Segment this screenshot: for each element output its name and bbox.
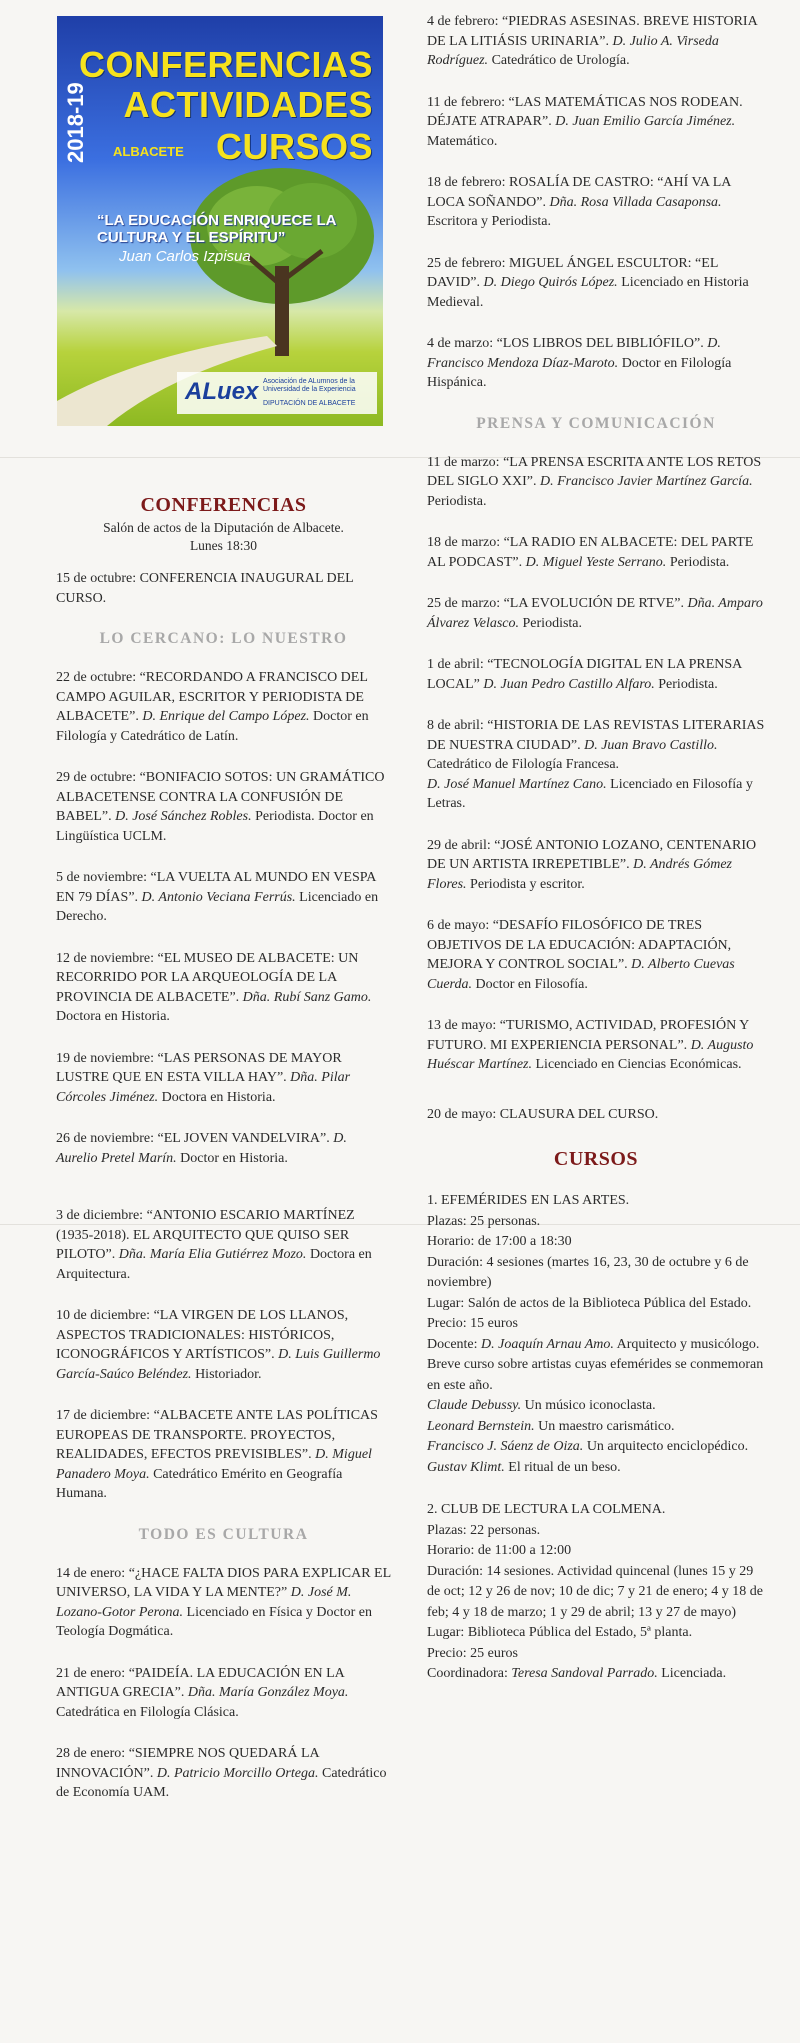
entry-speaker: D. Diego Quirós López.	[483, 275, 618, 290]
entry-speaker: Dña. María González Moya.	[187, 1685, 349, 1700]
entry-speaker-desc: Licenciado en Derecho.	[56, 889, 379, 924]
entry-speaker: D. Alberto Cuevas Cuerda.	[427, 957, 735, 992]
coord-label: Coordinadora:	[427, 1666, 508, 1681]
entry-speaker-desc: Doctor en Filosofía.	[475, 976, 588, 992]
docente-name: D. Joaquín Arnau Amo.	[481, 1336, 614, 1352]
entry-date: 29 de octubre:	[56, 770, 137, 785]
entry-date: 14 de enero:	[56, 1565, 126, 1581]
entry-date: 11 de febrero:	[427, 94, 505, 110]
artist-desc: Un maestro carismático.	[538, 1418, 675, 1434]
artist-name: Leonard Bernstein.	[427, 1418, 535, 1434]
course-duracion: Duración: 14 sesiones. Actividad quincenal (lunes 15 y 29 de oct; 12 y 26 de nov; 10 de dic; 7 y 21 de enero; 4 y 18 de feb; 4 y 18 de marzo; 1 y 29 de abril; 13 y 27 de mayo)	[427, 1563, 763, 1620]
entry-speaker: D. Enrique del Campo López.	[142, 709, 310, 724]
cover-quote-author: Juan Carlos Izpisua	[119, 248, 251, 265]
coord-name: Teresa Sandoval Parrado.	[511, 1666, 658, 1681]
entry-speaker-desc: Catedrático de Urología.	[491, 53, 630, 68]
conference-entry	[56, 949, 391, 1027]
entry-speaker: D. Andrés Gómez Flores.	[427, 857, 732, 892]
docente-label: Docente:	[427, 1336, 478, 1352]
course-description: Breve curso sobre artistas cuyas efemérides se conmemoran en este año.	[427, 1357, 764, 1393]
entry-title: “DESAFÍO FILOSÓFICO DE TRES OBJETIVOS DE LA EDUCACIÓN: ADAPTACIÓN, MEJORA Y CONTROL SOCIAL”.	[427, 918, 732, 972]
section-lo-cercano	[56, 668, 391, 1168]
entry-speaker: Dña. Pilar Córcoles Jiménez.	[56, 1070, 351, 1105]
entry-speaker: D. Francisco Javier Martínez García.	[540, 474, 753, 489]
entry-speaker: D. José Sánchez Robles.	[115, 809, 252, 824]
cover-year: 2018-19	[63, 82, 88, 164]
artist-desc: Un músico iconoclasta.	[524, 1398, 656, 1413]
entry-title: “LA EVOLUCIÓN DE RTVE”.	[503, 596, 684, 611]
entry-date: 18 de marzo:	[427, 535, 501, 550]
entry-date: 4 de marzo:	[427, 336, 494, 351]
coord-desc: Licenciada.	[661, 1666, 727, 1681]
entry-title: “PIEDRAS ASESINAS. BREVE HISTORIA DE LA LITIÁSIS URINARIA”.	[427, 14, 757, 49]
entry-speaker: D. Juan Pedro Castillo Alfaro.	[483, 676, 655, 692]
cover-actividades: ACTIVIDADES	[123, 84, 373, 125]
conference-entry	[427, 836, 765, 895]
section-prensa	[427, 453, 765, 1075]
cover-quote: “LA EDUCACIÓN ENRIQUECE LA CULTURA Y EL ESPÍRITU”	[97, 212, 336, 246]
entry-title: “BONIFACIO SOTOS: UN GRAMÁTICO ALBACETENSE CONTRA LA CONFUSIÓN DE BABEL”.	[56, 770, 385, 824]
entry-speaker-desc: Licenciado en Filosofía y Letras.	[427, 776, 753, 811]
entry-speaker-desc: Periodista.	[522, 615, 583, 631]
entry-speaker-desc: Licenciado en Ciencias Económicas.	[535, 1057, 742, 1072]
entry-title: “ANTONIO ESCARIO MARTÍNEZ (1935-2018). EL ARQUITECTO QUE QUISO SER PILOTO”.	[56, 1208, 355, 1262]
course-coordinadora	[427, 1664, 765, 1685]
course-name: 1. EFEMÉRIDES EN LAS ARTES.	[427, 1193, 630, 1208]
entry-speaker: D. José M. Lozano-Gotor Perona.	[56, 1585, 352, 1620]
course-lugar: Lugar: Salón de actos de la Biblioteca Pública del Estado. Precio: 15 euros	[427, 1295, 752, 1331]
entry-title: “TURISMO, ACTIVIDAD, PROFESIÓN Y FUTURO. MI EXPERIENCIA PERSONAL”.	[427, 1018, 749, 1053]
entry-title: MIGUEL ÁNGEL ESCULTOR: “EL DAVID”.	[427, 255, 718, 290]
entry-title: “LA VUELTA AL MUNDO EN VESPA EN 79 DÍAS”.	[56, 870, 376, 905]
entry-title: “ALBACETE ANTE LAS POLÍTICAS EUROPEAS DE TRANSPORTE. PROYECTOS, REALIDADES, EFECTOS PREVISIBLES”.	[56, 1408, 378, 1462]
conference-entry	[427, 655, 765, 694]
artist-name: Gustav Klimt.	[427, 1459, 505, 1475]
conference-entry	[56, 1564, 391, 1642]
conference-entry	[56, 1406, 391, 1504]
course-name: 2. CLUB DE LECTURA LA COLMENA.	[427, 1502, 666, 1517]
cover-conferencias: CONFERENCIAS	[78, 44, 373, 85]
aluex-logo-text: ALuex	[185, 378, 259, 405]
entry-title: “LOS LIBROS DEL BIBLIÓFILO”.	[496, 336, 704, 351]
conference-entry	[56, 1664, 391, 1723]
artist-line	[427, 1396, 765, 1417]
course-duracion: Duración: 4 sesiones (martes 16, 23, 30 de octubre y 6 de noviembre)	[427, 1254, 749, 1290]
venue-time: Lunes 18:30	[189, 538, 258, 553]
conference-entry	[56, 1744, 391, 1803]
conference-entry	[427, 1105, 765, 1125]
section-lo-cercano-continued	[56, 1206, 391, 1504]
entry-date: 8 de abril:	[427, 718, 484, 733]
conferencias-heading: CONFERENCIAS	[140, 494, 307, 516]
section-heading: PRENSA Y COMUNICACIÓN	[476, 414, 716, 432]
entry-speaker: D. Patricio Morcillo Ortega.	[156, 1765, 319, 1781]
conference-entry	[427, 594, 765, 633]
artist-desc: Un arquitecto enciclopédico.	[586, 1439, 749, 1454]
artist-name: Francisco J. Sáenz de Oiza.	[427, 1439, 584, 1454]
conference-entry	[56, 768, 391, 846]
docente-desc: Arquitecto y musicólogo.	[616, 1336, 760, 1352]
entry-speaker-desc: Doctor en Historia.	[180, 1150, 288, 1166]
conference-entry	[427, 254, 765, 313]
entry-speaker: D. Aurelio Pretel Marín.	[56, 1131, 347, 1166]
conference-entry	[427, 334, 765, 393]
entry-speaker-desc: Periodista.	[658, 676, 718, 692]
entry-title: “PAIDEÍA. LA EDUCACIÓN EN LA ANTIGUA GRECIA”.	[56, 1665, 345, 1700]
entry-title: “LA PRENSA ESCRITA ANTE LOS RETOS DEL SIGLO XXI”.	[427, 454, 762, 489]
conference-entry	[56, 1306, 391, 1384]
entry-date: 26 de noviembre:	[56, 1131, 154, 1146]
entry-speaker: Dña. Rubí Sanz Gamo.	[242, 989, 372, 1005]
entry-speaker: D. Juan Bravo Castillo.	[584, 737, 718, 753]
entry-date: 15 de octubre:	[56, 571, 137, 586]
entry-title: “LA VIRGEN DE LOS LLANOS, ASPECTOS TRADICIONALES: HISTÓRICOS, ICONOGRÁFICOS Y ARTÍSTICOS”.	[56, 1308, 349, 1362]
entry-title: “LA RADIO EN ALBACETE: DEL PARTE AL PODCAST”.	[427, 535, 754, 570]
entry-title: ROSALÍA DE CASTRO: “AHÍ VA LA LOCA SOÑANDO”.	[427, 175, 731, 210]
course-horario: Horario: de 11:00 a 12:00	[427, 1543, 572, 1558]
course-precio: Precio: 25 euros	[427, 1645, 518, 1661]
entry-speaker-desc: Periodista.	[427, 493, 487, 509]
entry-date: 1 de abril:	[427, 657, 484, 672]
entry-title: “EL JOVEN VANDELVIRA”.	[157, 1131, 330, 1146]
entry-speaker-desc: Catedrática en Filología Clásica.	[56, 1704, 239, 1720]
entry-speaker: D. Francisco Mendoza Díaz-Maroto.	[427, 336, 721, 371]
entry-speaker-desc: Catedrático de Filología Francesa.	[427, 757, 620, 772]
entry-speaker-desc: Doctora en Arquitectura.	[56, 1247, 372, 1282]
entry-title: “LAS PERSONAS DE MAYOR LUSTRE QUE EN ESTA VILLA HAY”.	[56, 1050, 342, 1085]
entry-date: 18 de febrero:	[427, 175, 506, 190]
conference-entry	[56, 868, 391, 927]
entry-speaker-desc: Periodista y escritor.	[470, 876, 585, 892]
entry-speaker-desc: Doctor en Filología Hispánica.	[427, 355, 732, 390]
entry-speaker: D. Augusto Huéscar Martínez.	[427, 1037, 754, 1072]
entry-date: 10 de diciembre:	[56, 1308, 151, 1323]
artist-line	[427, 1437, 765, 1458]
section-heading: LO CERCANO: LO NUESTRO	[99, 630, 348, 647]
entry-speaker-desc: Doctor en Filología y Catedrático de Latín.	[56, 709, 369, 744]
course-docente	[427, 1335, 765, 1356]
entry-speaker-desc: Periodista.	[669, 554, 730, 570]
entry-date: 22 de octubre:	[56, 670, 137, 685]
entry-speaker: D. Antonio Veciana Ferrús.	[141, 889, 296, 905]
entry-speaker-desc: Catedrático Emérito en Geografía Humana.	[56, 1466, 343, 1501]
entry-speaker: D. Luis Guillermo García-Saúco Beléndez.	[56, 1347, 381, 1382]
entry-title: CONFERENCIA INAUGURAL DEL CURSO.	[56, 571, 354, 606]
section-todo-es-cultura-continued	[427, 12, 765, 393]
entry-speaker-desc: Licenciado en Física y Doctor en Teología Dogmática.	[56, 1604, 372, 1639]
entry-title: “SIEMPRE NOS QUEDARÁ LA INNOVACIÓN”.	[56, 1746, 319, 1781]
entry-speaker-desc: Periodista. Doctor en Lingüística UCLM.	[56, 809, 374, 844]
cursos-heading: CURSOS	[553, 1148, 639, 1170]
course-horario: Horario: de 17:00 a 18:30	[427, 1234, 572, 1249]
course-efemerides	[427, 1191, 765, 1478]
conference-entry	[56, 569, 391, 608]
artist-desc: El ritual de un beso.	[508, 1459, 621, 1475]
entry-speaker: Dña. Rosa Villada Casaponsa.	[549, 194, 722, 210]
entry-date: 20 de mayo:	[427, 1106, 497, 1122]
conferencias-venue	[56, 519, 391, 555]
entry-title: “¿HACE FALTA DIOS PARA EXPLICAR EL UNIVERSO, LA VIDA Y LA MENTE?”	[56, 1565, 391, 1600]
section-heading: TODO ES CULTURA	[138, 1525, 309, 1543]
entry-date: 21 de enero:	[56, 1665, 126, 1681]
entry-title: “JOSÉ ANTONIO LOZANO, CENTENARIO DE UN ARTISTA IRREPETIBLE”.	[427, 837, 757, 872]
conference-entry	[427, 716, 765, 814]
venue-name: Salón de actos de la Diputación de Albacete.	[103, 520, 344, 535]
entry-date: 3 de diciembre:	[56, 1208, 144, 1223]
artist-line	[427, 1458, 765, 1479]
entry-title: “EL MUSEO DE ALBACETE: UN RECORRIDO POR LA ARQUEOLOGÍA DE LA PROVINCIA DE ALBACETE”.	[56, 950, 359, 1005]
entry-speaker: Dña. María Elia Gutiérrez Mozo.	[118, 1247, 307, 1262]
course-plazas: Plazas: 22 personas.	[427, 1522, 541, 1538]
entry-date: 6 de mayo:	[427, 918, 490, 933]
entry-speaker-desc: Historiador.	[195, 1366, 262, 1382]
entry-speaker: D. Julio A. Virseda Rodríguez.	[427, 33, 719, 68]
entry-speaker-desc: Escritora y Periodista.	[427, 214, 552, 229]
entry-date: 12 de noviembre:	[56, 950, 154, 966]
entry-date: 13 de mayo:	[427, 1018, 497, 1033]
entry-title: “TECNOLOGÍA DIGITAL EN LA PRENSA LOCAL”	[427, 657, 742, 692]
entry-date: 17 de diciembre:	[56, 1408, 151, 1423]
conference-entry	[427, 173, 765, 232]
entry-speaker-desc: Matemático.	[427, 133, 498, 149]
section-todo-es-cultura	[56, 1564, 391, 1803]
entry-speaker-desc: Doctora en Historia.	[56, 1009, 170, 1024]
entry-title: “RECORDANDO A FRANCISCO DEL CAMPO AGUILAR, ESCRITOR Y PERIODISTA DE ALBACETE”.	[56, 670, 368, 724]
entry-speaker-desc: Catedrático de Economía UAM.	[56, 1765, 387, 1800]
entry-date: 28 de enero:	[56, 1746, 126, 1761]
course-lugar: Lugar: Biblioteca Pública del Estado, 5ª planta.	[427, 1625, 693, 1640]
entry-speaker: Dña. Amparo Álvarez Velasco.	[427, 596, 763, 631]
entry-date: 29 de abril:	[427, 837, 491, 853]
artist-name: Claude Debussy.	[427, 1398, 522, 1413]
cover-cursos: CURSOS	[215, 126, 373, 167]
entry-title: “HISTORIA DE LAS REVISTAS LITERARIAS DE NUESTRA CIUDAD”.	[427, 718, 765, 753]
conference-entry	[427, 93, 765, 152]
course-plazas: Plazas: 25 personas.	[427, 1213, 541, 1229]
conference-entry	[56, 668, 391, 746]
entry-date: 25 de marzo:	[427, 596, 501, 611]
conference-entry	[56, 1129, 391, 1168]
cover-city: ALBACETE	[113, 144, 184, 159]
entry-speaker-desc: Doctora en Historia.	[161, 1089, 276, 1105]
conference-entry	[427, 453, 765, 512]
entry-speaker: D. José Manuel Martínez Cano.	[427, 776, 607, 792]
entry-title: CLAUSURA DEL CURSO.	[499, 1106, 659, 1122]
entry-date: 4 de febrero:	[427, 14, 499, 29]
sponsor-caption: DIPUTACIÓN DE ALBACETE	[263, 400, 356, 407]
entry-speaker: D. Miguel Yeste Serrano.	[525, 554, 667, 570]
artist-line	[427, 1417, 765, 1438]
entry-title: “LAS MATEMÁTICAS NOS RODEAN. DÉJATE ATRAPAR”.	[427, 94, 743, 129]
conference-entry	[427, 916, 765, 994]
aluex-caption: Asociación de ALumnos de la Universidad de la Experiencia	[263, 378, 356, 393]
course-club-lectura	[427, 1500, 765, 1685]
entry-date: 5 de noviembre:	[56, 870, 147, 885]
entry-speaker: D. Juan Emilio García Jiménez.	[555, 114, 736, 129]
entry-date: 25 de febrero:	[427, 255, 506, 271]
conference-entry	[56, 1206, 391, 1284]
entry-speaker: D. Miguel Panadero Moya.	[56, 1447, 372, 1482]
entry-speaker-desc: Licenciado en Historia Medieval.	[427, 275, 749, 310]
conference-entry	[427, 1016, 765, 1075]
entry-date: 11 de marzo:	[427, 454, 500, 470]
conference-entry	[427, 533, 765, 572]
conference-entry	[56, 1049, 391, 1108]
conference-entry	[427, 12, 765, 71]
entry-date: 19 de noviembre:	[56, 1050, 154, 1066]
